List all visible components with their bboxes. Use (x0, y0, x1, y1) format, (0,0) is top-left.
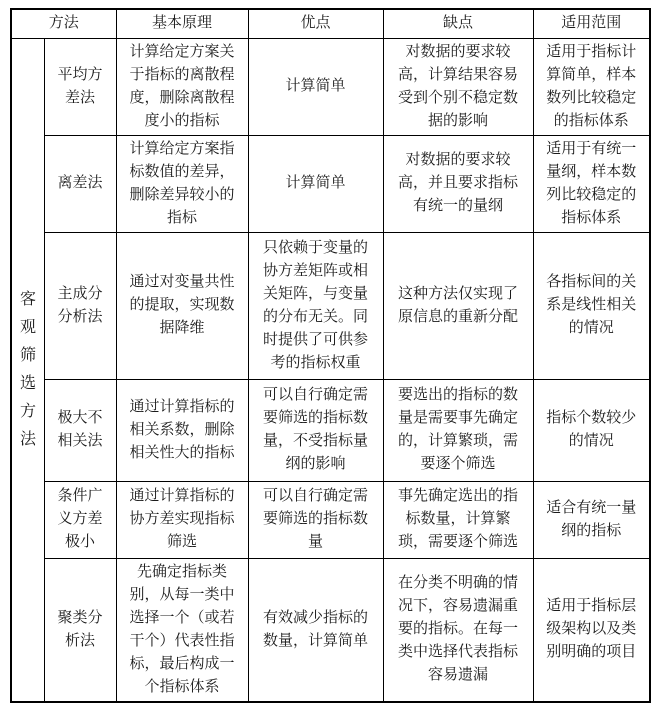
column-header-scope: 适用范围 (533, 9, 650, 38)
principle-cell: 先确定指标类别，从每一类中选择一个（或若干个）代表性指标，最后构成一个指标体系 (116, 558, 248, 702)
advantage-cell: 可以自行确定需要筛选的指标数量，不受指标量纲的影响 (248, 379, 383, 481)
scope-cell: 适用于指标计算简单，样本数列比较稳定的指标体系 (533, 38, 650, 135)
scope-cell: 适用于指标层级架构以及类别明确的项目 (533, 558, 650, 702)
table-row (11, 232, 650, 379)
advantage-cell: 只依赖于变量的协方差矩阵或相关矩阵，与变量的分布无关。同时提供了可供参考的指标权重 (248, 232, 383, 379)
advantage-cell: 可以自行确定需要筛选的指标数量 (248, 481, 383, 558)
principle-cell: 计算给定方案关于指标的离散程度，删除离散程度小的指标 (116, 38, 248, 135)
column-header-disadvantage: 缺点 (383, 9, 533, 38)
principle-cell: 通过对变量共性的提取，实现数据降维 (116, 232, 248, 379)
column-header-principle: 基本原理 (116, 9, 248, 38)
method-cell: 离差法 (44, 135, 116, 232)
document-table-container (10, 8, 651, 703)
disadvantage-cell: 事先确定选出的指标数量，计算繁琐，需要逐个筛选 (383, 481, 533, 558)
header-row (11, 9, 650, 38)
table-row (11, 379, 650, 481)
table-row (11, 558, 650, 702)
method-cell: 平均方差法 (44, 38, 116, 135)
category-cell (11, 38, 44, 702)
advantage-cell: 计算简单 (248, 38, 383, 135)
column-header-advantage: 优点 (248, 9, 383, 38)
principle-cell: 计算给定方案指标数值的差异，删除差异较小的指标 (116, 135, 248, 232)
table-row (11, 481, 650, 558)
disadvantage-cell: 在分类不明确的情况下，容易遗漏重要的指标。在每一类中选择代表指标容易遗漏 (383, 558, 533, 702)
disadvantage-cell: 对数据的要求较高，并且要求指标有统一的量纲 (383, 135, 533, 232)
method-cell: 主成分分析法 (44, 232, 116, 379)
advantage-cell: 计算简单 (248, 135, 383, 232)
column-header-method: 方法 (11, 9, 116, 38)
scope-cell: 指标个数较少的情况 (533, 379, 650, 481)
method-cell: 聚类分析法 (44, 558, 116, 702)
table-row (11, 38, 650, 135)
scope-cell: 各指标间的关系是线性相关的情况 (533, 232, 650, 379)
table-row (11, 135, 650, 232)
principle-cell: 通过计算指标的相关系数，删除相关性大的指标 (116, 379, 248, 481)
advantage-cell: 有效减少指标的数量，计算简单 (248, 558, 383, 702)
category-vertical-label: 客观筛选方法 (20, 290, 37, 448)
method-cell: 极大不相关法 (44, 379, 116, 481)
method-cell: 条件广义方差极小 (44, 481, 116, 558)
methods-comparison-table (10, 8, 651, 703)
scope-cell: 适合有统一量纲的指标 (533, 481, 650, 558)
disadvantage-cell: 要选出的指标的数量是需要事先确定的，计算繁琐，需要逐个筛选 (383, 379, 533, 481)
disadvantage-cell: 这种方法仅实现了原信息的重新分配 (383, 232, 533, 379)
disadvantage-cell: 对数据的要求较高，计算结果容易受到个别不稳定数据的影响 (383, 38, 533, 135)
principle-cell: 通过计算指标的协方差实现指标筛选 (116, 481, 248, 558)
scope-cell: 适用于有统一量纲，样本数列比较稳定的指标体系 (533, 135, 650, 232)
